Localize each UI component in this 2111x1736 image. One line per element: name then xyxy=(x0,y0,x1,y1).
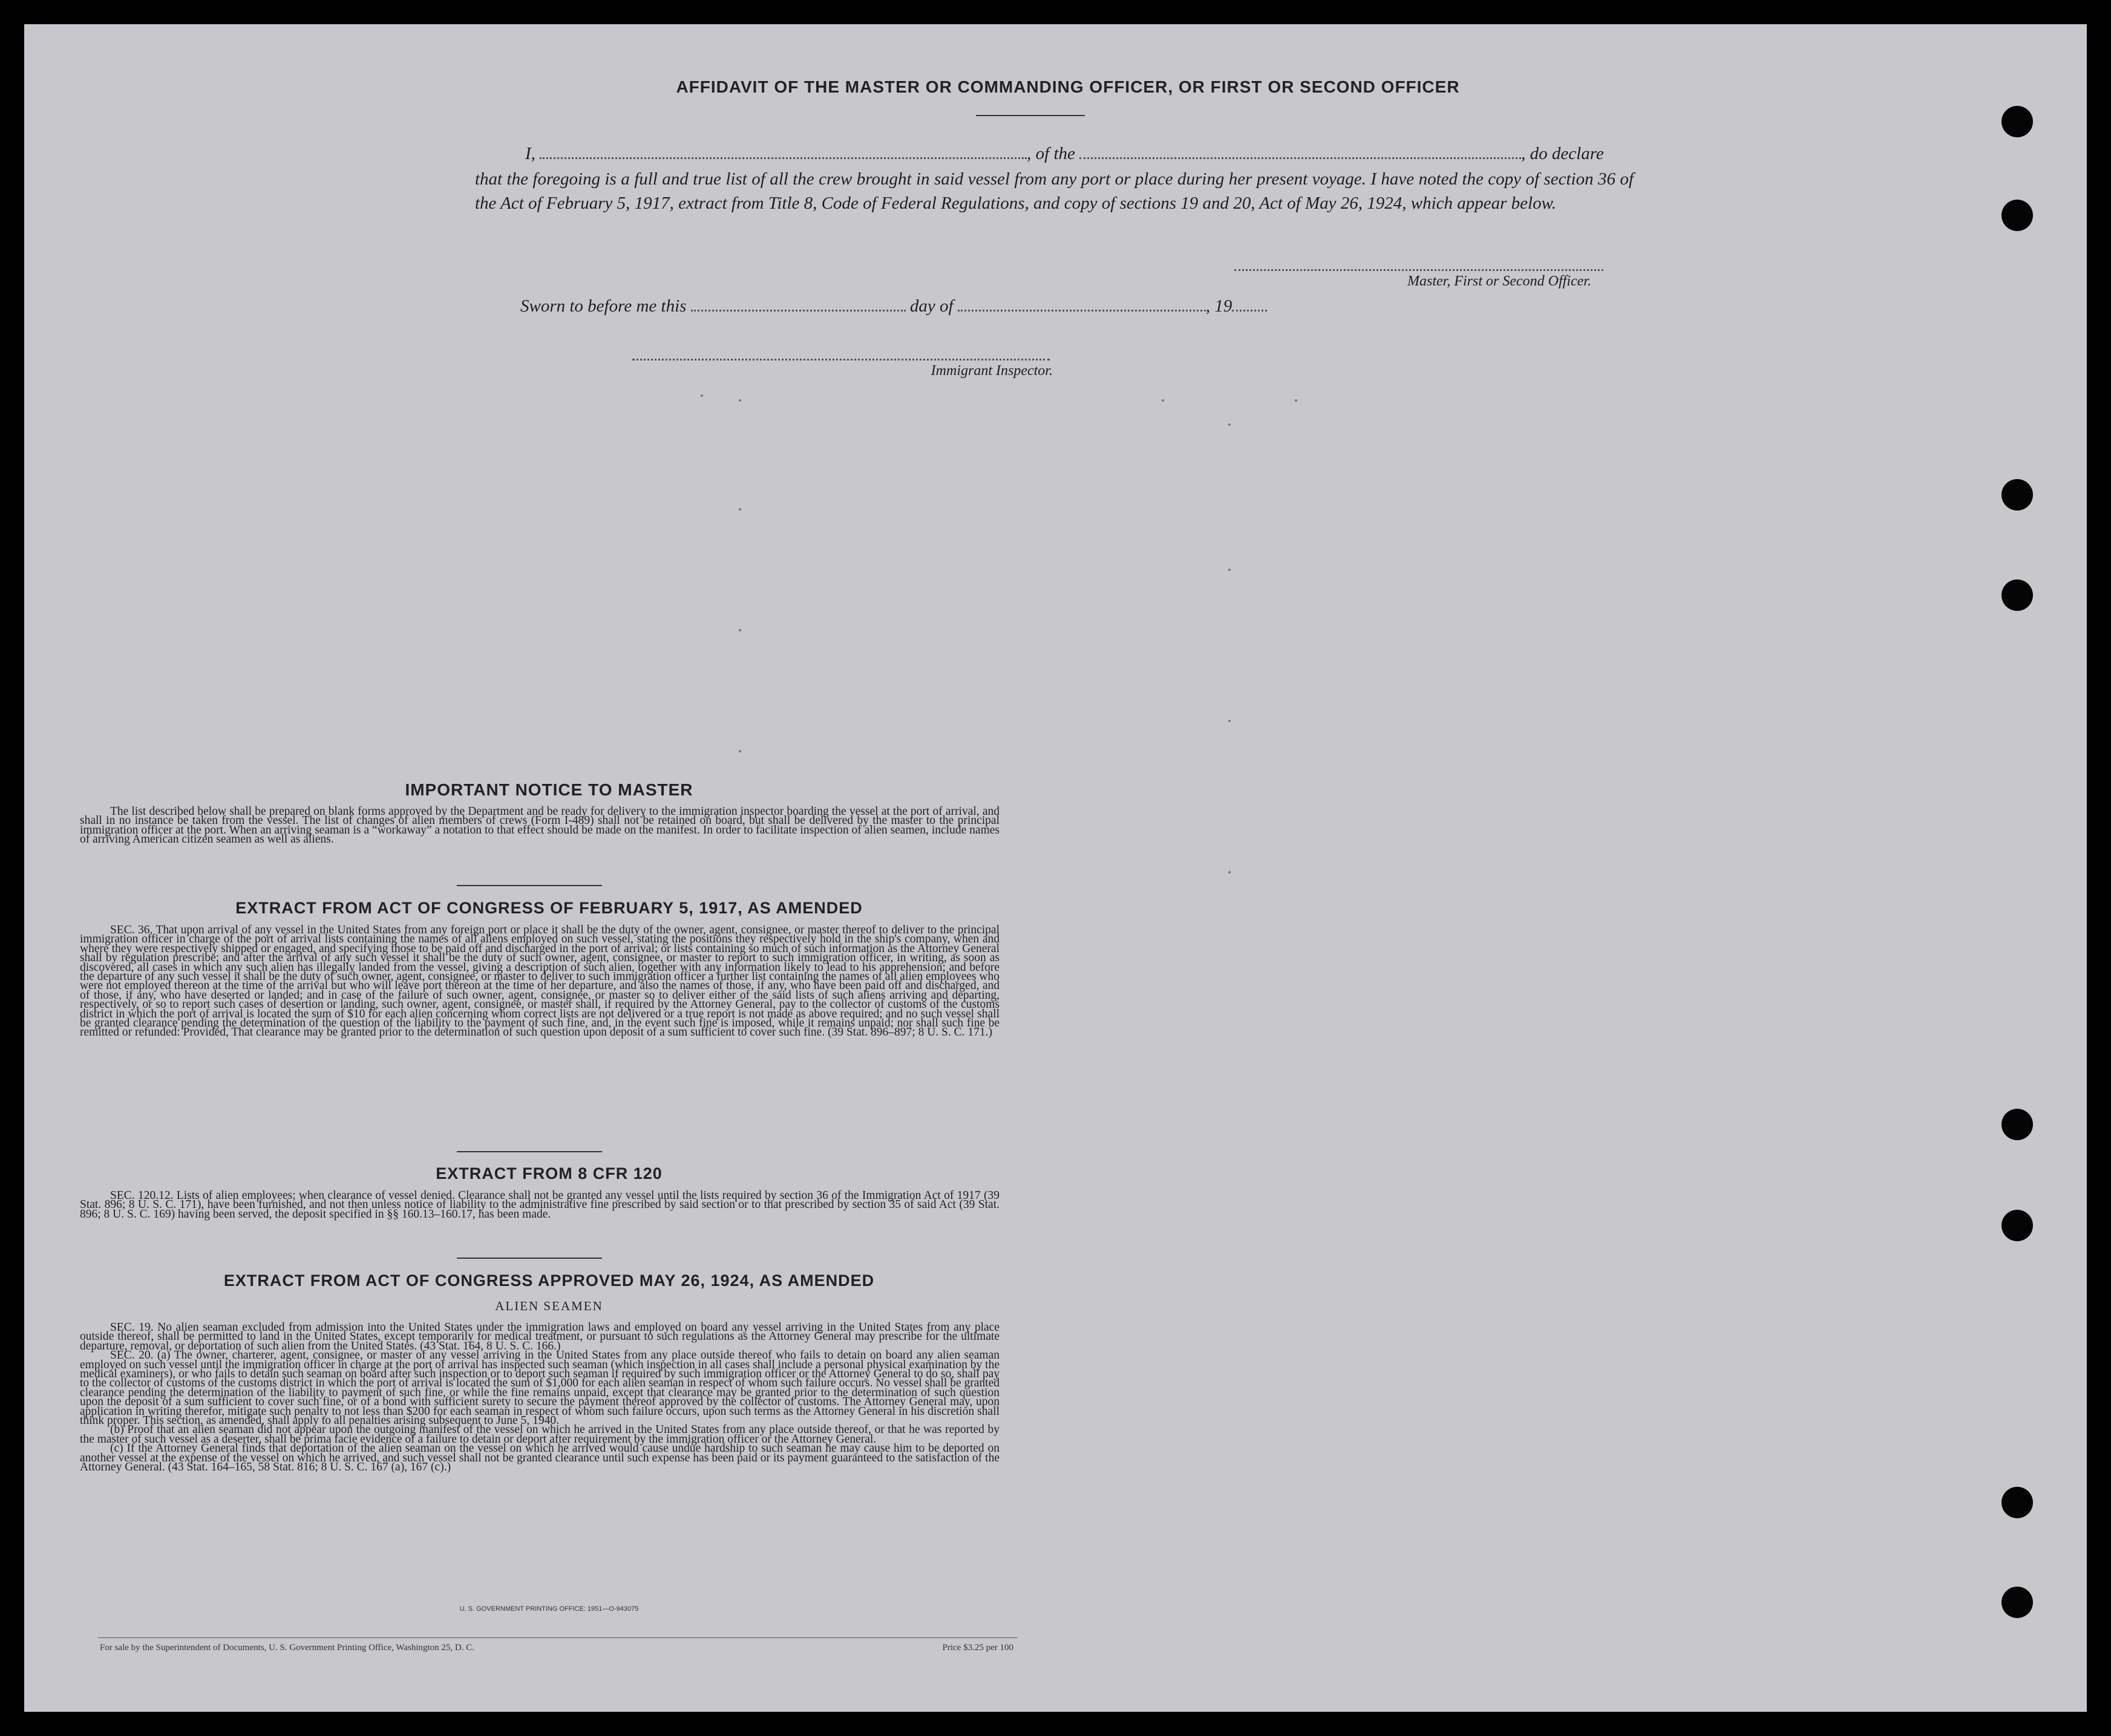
section-divider xyxy=(457,885,602,886)
form-page xyxy=(24,24,2087,1712)
punch-hole xyxy=(2001,1109,2033,1140)
extract-1917-title: EXTRACT FROM ACT OF CONGRESS OF FEBRUARY 5, 1917, AS AMENDED xyxy=(235,899,863,917)
declaration-body: that the foregoing is a full and true list of all the crew brought in said vessel from any port or place during her present voyage. I have noted the copy of section 36 of the Act of February 5, 1917, extract from Title 8, Code of Federal Regulations, and copy of sections 19 and 20, Act of May 26, 1924, which appear below. xyxy=(475,169,1634,213)
punch-hole xyxy=(2001,1587,2033,1618)
extract-1917-text-block xyxy=(80,925,1000,1037)
declaration-line xyxy=(525,144,1604,164)
paper-speck xyxy=(1295,399,1297,402)
section-divider xyxy=(457,1151,602,1152)
punch-hole xyxy=(2001,479,2033,511)
sworn-day-of: day of xyxy=(909,296,954,316)
paper-speck xyxy=(1228,569,1231,571)
punch-hole xyxy=(2001,106,2033,137)
punch-hole xyxy=(2001,1210,2033,1241)
master-signature-label: Master, First or Second Officer. xyxy=(1407,273,1591,289)
paper-speck xyxy=(1162,399,1164,402)
sec20a-text: SEC. 20. (a) The owner, charterer, agent, consignee, or master of any vessel arriving in the United States from any place outside thereof who fails to detain on board any alien seaman employed on such vessel until the immigration officer in charge at the port of arrival has inspected such seaman (which inspection in all cases shall include a personal physical examination by the medical examiners), or who fails to detain such seaman on board after such inspection or to deport such seaman if required by such immigration officer or the Attorney General to do so, shall pay to the collector of customs of the customs district in which the port of arrival is located the sum of $1,000 for each alien seaman in respect of whom such failure occurs. No vessel shall be granted clearance pending the determination of the liability to payment of such fine, or while the fine remains unpaid, except that clearance may be granted prior to the determination of such question upon the deposit of a sum sufficient to cover such fine, or of a bond with sufficient surety to secure the payment thereof approved by the collector of customs. The Attorney General may, upon application in writing therefor, mitigate such penalty to not less than $200 for each seaman in respect of whom such failure occurs, upon such terms as the Attorney General in his discretion shall think proper. This section, as amended, shall apply to all penalties arising subsequent to June 5, 1940. xyxy=(80,1349,1000,1428)
extract-cfr-text-block xyxy=(80,1191,1000,1219)
notice-text: The list described below shall be prepared on blank forms approved by the Department and be ready for delivery to the immigration inspector boarding the vessel at the port of arrival, and shall in no instance be taken from the vessel. The list of changes of alien members of crews (Form I-489) shall not be retained on board, but shall be delivered by the master to the principal immigration officer at the port. When an arriving seaman is a “workaway” a notation to that effect should be made on the manifest. In order to facilitate inspection of alien seamen, include names of arriving American citizen seamen as well as aliens. xyxy=(80,805,1000,846)
title-divider xyxy=(976,115,1085,116)
footer xyxy=(100,1643,1013,1653)
vessel-name-field[interactable] xyxy=(1079,157,1521,159)
inspector-label: Immigrant Inspector. xyxy=(931,363,1053,379)
sworn-year-prefix: , 19 xyxy=(1205,296,1232,316)
notice-text-block xyxy=(80,807,1000,844)
extract-cfr-text: SEC. 120.12. Lists of alien employees; when clearance of vessel denied. Clearance shall not be granted any vessel until the lists required by section 36 of the Immigration Act of 1917 (39 Stat. 896; 8 U. S. C. 171), have been furnished, and not then unless notice of liability to the administrative fine prescribed by said section or to that prescribed by section 35 of said Act (39 Stat. 896; 8 U. S. C. 169) having been served, the deposit specified in §§ 160.13–160.17, has been made. xyxy=(80,1189,1000,1221)
sworn-prefix: Sworn to before me this xyxy=(520,296,687,316)
inspector-signature-field[interactable] xyxy=(632,359,1050,361)
footer-rule xyxy=(98,1637,1018,1638)
punch-hole xyxy=(2001,579,2033,611)
sworn-day-field[interactable] xyxy=(691,310,906,312)
master-signature-field[interactable] xyxy=(1234,269,1603,271)
sworn-line xyxy=(520,296,1267,316)
paper-speck xyxy=(701,394,703,397)
sec20b-text: (b) Proof that an alien seaman did not appear upon the outgoing manifest of the vessel on which he arrived in the United States from any place outside thereof, or that he was reported by the master of such vessel as a deserter, shall be prima facie evidence of a failure to detain or deport after requirement by the immigration officer or the Attorney General. xyxy=(80,1423,1000,1446)
punch-hole xyxy=(2001,200,2033,231)
paper-speck xyxy=(739,399,741,402)
footer-price-text: Price $3.25 per 100 xyxy=(942,1643,1013,1653)
sec19-text: SEC. 19. No alien seaman excluded from admission into the United States under the immigration laws and employed on board any vessel arriving in the United States from any place outside thereof, shall be permitted to land in the United States, except temporarily for medical treatment, or pursuant to such regulations as the Attorney General may prescribe for the ultimate departure, removal, or deportation of such alien from the United States. (43 Stat. 164, 8 U. S. C. 166.) xyxy=(80,1321,1000,1353)
declaration-of-the: , of the xyxy=(1027,144,1075,163)
section-divider xyxy=(457,1258,602,1259)
paper-speck xyxy=(1228,720,1231,722)
paper-speck xyxy=(739,750,741,752)
paper-speck xyxy=(1228,423,1231,426)
paper-speck xyxy=(739,629,741,631)
extract-1917-text: SEC. 36. That upon arrival of any vessel in the United States from any foreign port or place it shall be the duty of the owner, agent, consignee, or master thereof to deliver to the principal immigration officer in charge of the port of arrival lists containing the names of all aliens employed on such vessel, stating the positions they respectively hold in the ship's company, when and where they were respectively shipped or engaged, and specifying those to be paid off and discharged in the port of arrival; or lists containing so much of such information as the Attorney General shall by regulation prescribe; and after the arrival of any such vessel it shall be the duty of such owner, agent, consignee, or master to report to such immigration officer, in writing, as soon as discovered, all cases in which any such alien has illegally landed from the vessel, giving a description of such alien, together with any information likely to lead to his apprehension; and before the departure of any such vessel it shall be the duty of such owner, agent, consignee, or master to deliver to such immigration officer a further list containing the names of all alien employees who were not employed thereon at the time of the arrival but who will leave port thereon at the time of her departure, and also the names of those, if any, who have been paid off and discharged, and of those, if any, who have deserted or landed; and in case of the failure of such owner, agent, consignee, or master so to deliver either of the said lists of such aliens arriving and departing, respectively, or so to report such cases of desertion or landing, such owner, agent, consignee, or master shall, if required by the Attorney General, pay to the collector of customs of the customs district in which the port of arrival is located the sum of $10 for each alien concerning whom correct lists are not delivered or a true report is not made as above required; and no such vessel shall be granted clearance pending the determination of the question of the liability to the payment of such fine, and, in the event such fine is imposed, while it remains unpaid; nor shall such fine be remitted or refunded: Provided, That clearance may be granted prior to the determination of such question upon deposit of a sum sufficient to cover such fine. (39 Stat. 896–897; 8 U. S. C. 171.) xyxy=(80,924,1000,1039)
notice-title: IMPORTANT NOTICE TO MASTER xyxy=(405,780,693,799)
sworn-year-field[interactable] xyxy=(1232,310,1267,312)
declaration-do-declare: , do declare xyxy=(1521,144,1604,163)
sworn-month-field[interactable] xyxy=(958,310,1206,312)
alien-seamen-subtitle: ALIEN SEAMEN xyxy=(495,1299,603,1313)
extract-cfr-title: EXTRACT FROM 8 CFR 120 xyxy=(436,1164,663,1183)
printing-office-line: U. S. GOVERNMENT PRINTING OFFICE: 1951—O-943075 xyxy=(459,1605,639,1613)
affidavit-title: AFFIDAVIT OF THE MASTER OR COMMANDING OFFICER, OR FIRST OR SECOND OFFICER xyxy=(676,77,1460,96)
declaration-i: I, xyxy=(525,144,535,163)
paper-speck xyxy=(739,508,741,511)
declarant-name-field[interactable] xyxy=(540,157,1027,159)
paper-speck xyxy=(1228,871,1231,873)
footer-sale-text: For sale by the Superintendent of Documents, U. S. Government Printing Office, Washington 25, D. C. xyxy=(100,1643,474,1653)
extract-1924-text-block xyxy=(80,1323,1000,1472)
punch-hole xyxy=(2001,1487,2033,1518)
sec20c-text: (c) If the Attorney General finds that deportation of the alien seaman on the vessel on which he arrived would cause undue hardship to such seaman he may cause him to be deported on another vessel at the expense of the vessel on which he arrived, and such vessel shall not be granted clearance until such expense has been paid or its payment guaranteed to the satisfaction of the Attorney General. (43 Stat. 164–165, 58 Stat. 816; 8 U. S. C. 167 (a), 167 (c).) xyxy=(80,1442,1000,1474)
extract-1924-title: EXTRACT FROM ACT OF CONGRESS APPROVED MAY 26, 1924, AS AMENDED xyxy=(223,1271,875,1290)
